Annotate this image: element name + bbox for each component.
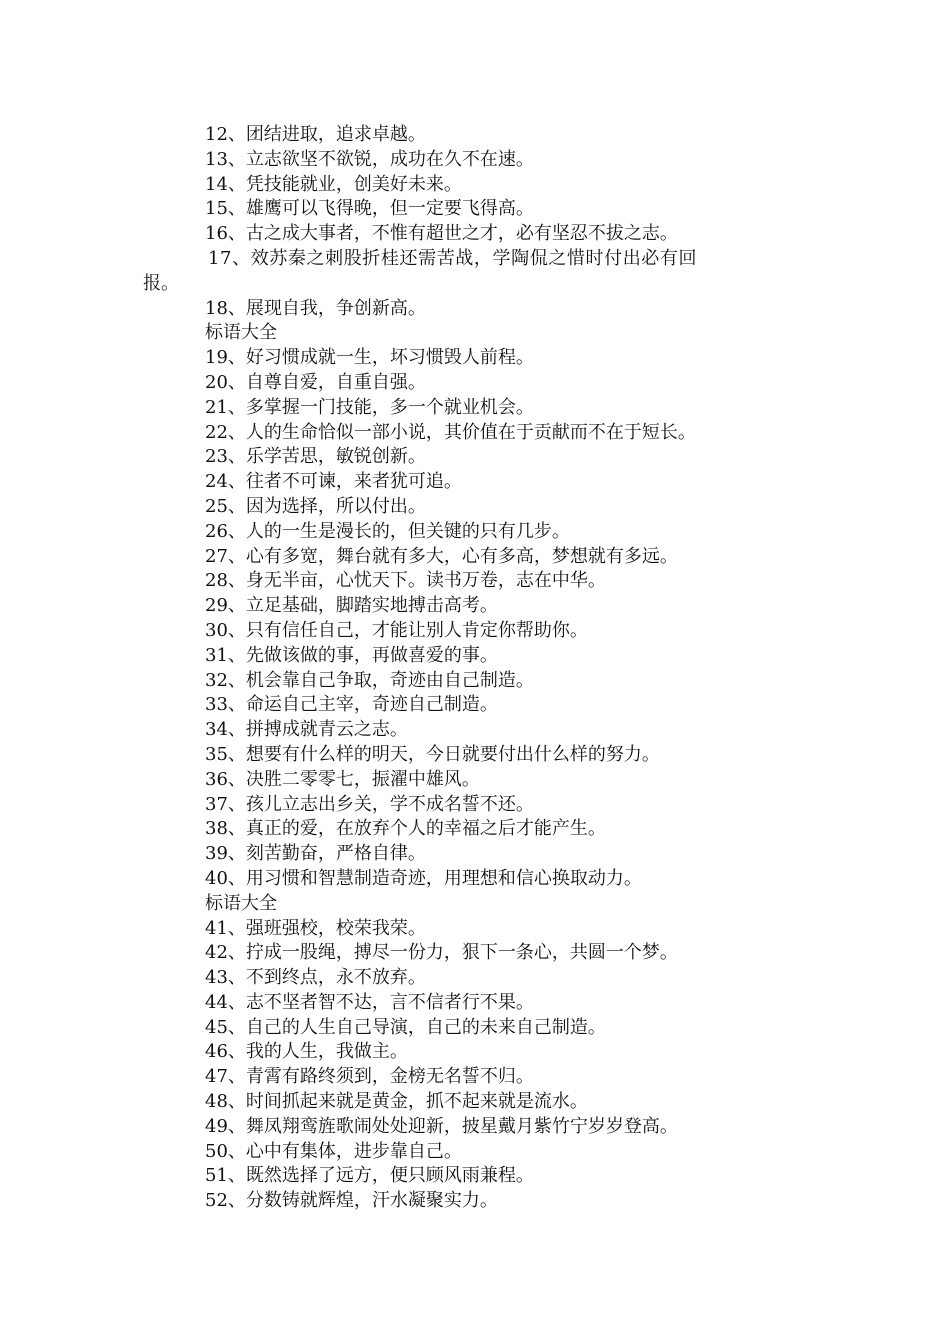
section-heading: 标语大全 xyxy=(205,892,277,914)
slogan-line: 46、我的人生，我做主。 xyxy=(205,1041,408,1063)
slogan-line: 30、只有信任自己，才能让别人肯定你帮助你。 xyxy=(205,619,588,641)
slogan-line: 41、强班强校，校荣我荣。 xyxy=(205,917,426,939)
slogan-line: 报。 xyxy=(143,272,179,294)
slogan-line: 37、孩儿立志出乡关，学不成名誓不还。 xyxy=(205,793,534,815)
slogan-line: 25、因为选择，所以付出。 xyxy=(205,495,426,517)
slogan-line: 20、自尊自爱，自重自强。 xyxy=(205,371,426,393)
slogan-line: 43、不到终点，永不放弃。 xyxy=(205,967,426,989)
slogan-line: 36、决胜二零零七，振濯中雄风。 xyxy=(205,768,480,790)
slogan-list xyxy=(0,123,950,1214)
slogan-line: 14、凭技能就业，创美好未来。 xyxy=(205,173,462,195)
slogan-line: 26、人的一生是漫长的，但关键的只有几步。 xyxy=(205,520,570,542)
slogan-line: 28、身无半亩，心忧天下。读书万卷，志在中华。 xyxy=(205,570,606,592)
slogan-line: 47、青霄有路终须到，金榜无名誓不归。 xyxy=(205,1066,534,1088)
slogan-line: 39、刻苦勤奋，严格自律。 xyxy=(205,843,426,865)
slogan-line: 21、多掌握一门技能，多一个就业机会。 xyxy=(205,396,534,418)
slogan-line: 34、拼搏成就青云之志。 xyxy=(205,719,408,741)
slogan-line: 42、拧成一股绳，搏尽一份力，狠下一条心，共圆一个梦。 xyxy=(205,942,678,964)
slogan-line: 22、人的生命恰似一部小说，其价值在于贡献而不在于短长。 xyxy=(205,421,696,443)
slogan-line: 27、心有多宽，舞台就有多大，心有多高，梦想就有多远。 xyxy=(205,545,678,567)
slogan-line: 18、展现自我，争创新高。 xyxy=(205,297,426,319)
slogan-line: 23、乐学苦思，敏锐创新。 xyxy=(205,446,426,468)
slogan-line: 38、真正的爱，在放弃个人的幸福之后才能产生。 xyxy=(205,818,606,840)
slogan-line: 33、命运自己主宰，奇迹自己制造。 xyxy=(205,694,498,716)
slogan-line: 19、好习惯成就一生，坏习惯毁人前程。 xyxy=(205,347,534,369)
slogan-line: 13、立志欲坚不欲锐，成功在久不在速。 xyxy=(205,148,534,170)
slogan-line: 32、机会靠自己争取，奇迹由自己制造。 xyxy=(205,669,534,691)
slogan-line: 40、用习惯和智慧制造奇迹，用理想和信心换取动力。 xyxy=(205,867,642,889)
slogan-line: 50、心中有集体，进步靠自己。 xyxy=(205,1140,462,1162)
slogan-line: 48、时间抓起来就是黄金，抓不起来就是流水。 xyxy=(205,1091,588,1113)
slogan-line: 49、舞凤翔鸾旌歌闹处处迎新，披星戴月紫竹宁岁岁登高。 xyxy=(205,1115,678,1137)
slogan-line: 52、分数铸就辉煌，汗水凝聚实力。 xyxy=(205,1190,498,1212)
slogan-line: 35、想要有什么样的明天，今日就要付出什么样的努力。 xyxy=(205,743,660,765)
slogan-line: 15、雄鹰可以飞得晚，但一定要飞得高。 xyxy=(205,198,534,220)
slogan-line: 12、团结进取，追求卓越。 xyxy=(205,124,426,145)
section-heading: 标语大全 xyxy=(205,322,277,344)
slogan-line: 44、志不坚者智不达，言不信者行不果。 xyxy=(205,991,534,1013)
slogan-line: 29、立足基础，脚踏实地搏击高考。 xyxy=(205,595,498,617)
slogan-line: 24、往者不可谏，来者犹可追。 xyxy=(205,471,462,493)
slogan-line: 51、既然选择了远方，便只顾风雨兼程。 xyxy=(205,1165,534,1187)
slogan-line: 45、自己的人生自己导演，自己的未来自己制造。 xyxy=(205,1016,606,1038)
slogan-line: 17、效苏秦之刺股折桂还需苦战，学陶侃之惜时付出必有回 xyxy=(208,247,698,269)
slogan-line: 31、先做该做的事，再做喜爱的事。 xyxy=(205,644,498,666)
slogan-line: 16、古之成大事者，不惟有超世之才，必有坚忍不拔之志。 xyxy=(205,223,678,245)
